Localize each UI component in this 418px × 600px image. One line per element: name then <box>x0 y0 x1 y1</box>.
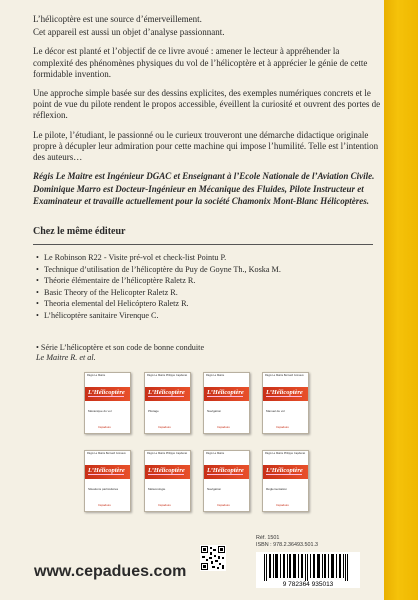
list-item: • Theoria elemental del Helicóptero Raletz R. <box>36 299 189 308</box>
list-item: • Technique d’utilisation de l’hélicoptère du Puy de Goyne Th., Koska M. <box>36 264 281 274</box>
other-titles-list <box>36 252 376 321</box>
blurb-p5: Le pilote, l’étudiant, le passionné ou le curieux trouveront une démarche didactique originale propre à décupler leur admiration pour cette machine qui impose l’humilité. Telle est l’intention des auteurs… <box>33 129 379 163</box>
series-note: • Série L’hélicoptère et son code de bonne conduite Le Maitre R. et al. <box>36 343 366 363</box>
author-bio-1: Régis Le Maitre est Ingénieur DGAC et Enseignant à l’Ecole Nationale de l’Aviation Civile. <box>33 171 375 182</box>
book-cover-thumbnail: Régis Le Maitre L’Hélicoptère Navigation Cépaduès <box>203 450 250 512</box>
reference-block <box>256 535 318 549</box>
list-item: • Basic Theory of the Helicopter Raletz R. <box>36 287 178 297</box>
blurb-p2: Cet appareil est aussi un objet d’analyse passionnant. <box>33 27 225 38</box>
barcode-icon <box>256 552 360 588</box>
list-item: • Théorie élémentaire de l’hélicoptère Raletz R. <box>36 276 196 285</box>
series-line-1: Série L’hélicoptère et son code de bonne conduite <box>40 343 205 352</box>
blurb-p1: L’hélicoptère est une source d’émerveillement. <box>33 14 202 24</box>
book-cover-thumbnail: Régis Le Maitre Philippe Capdenat L’Hélicoptère Météorologie Cépaduès <box>144 450 191 512</box>
reference-number: Réf. 1501 <box>256 535 280 541</box>
barcode-digits: 9 782364 935013 <box>282 581 334 588</box>
list-item: • Le Robinson R22 - Visite pré-vol et check-list Pointu P. <box>36 253 227 262</box>
book-cover-thumbnail: Régis Le Maitre Philippe Capdenat L’Hélicoptère Pilotage Cépaduès <box>144 372 191 434</box>
same-publisher-heading: Chez le même éditeur <box>33 226 126 237</box>
blurb <box>33 14 381 209</box>
blurb-p3: Le décor est planté et l’objectif de ce livre avoué : amener le lecteur à appréhender la complexité des phénomènes physiques du vol de l’hélicoptère et à apprécier le génie de cette formidable invention. <box>33 46 368 79</box>
isbn: ISBN : 978.2.36493.501.3 <box>256 542 319 548</box>
author-bio-2: Dominique Marro est Docteur-Ingénieur en Mécanique des Fluides, Pilote Instructeur et Examinateur et travaille actuellement pour la société Chamonix Mont-Blanc Hélicoptères. <box>33 184 369 206</box>
book-cover-thumbnail: Régis Le Maitre Philippe Capdenat L’Hélicoptère Réglementation Cépaduès <box>262 450 309 512</box>
publisher-url: www.cepadues.com <box>34 563 187 580</box>
book-cover-thumbnail: Régis Le Maitre Bernard Gronaux L’Hélicoptère Manuel de vol Cépaduès <box>262 372 309 434</box>
book-cover-thumbnail: Régis Le Maitre L’Hélicoptère Mécanique du vol Cépaduès <box>84 372 131 434</box>
qr-code-icon <box>200 545 226 571</box>
list-item: • L’hélicoptère sanitaire Virenque C. <box>36 310 159 320</box>
divider <box>33 244 373 245</box>
blurb-p4: Une approche simple basée sur des dessins explicites, des exemples numériques concrets et le point de vue du pilote rendent le propos accessible, éveillent la curiosité et ouvrent des portes de réflexion. <box>33 88 381 121</box>
series-line-2: Le Maitre R. et al. <box>36 353 96 362</box>
yellow-spine-stripe <box>384 0 418 600</box>
book-cover-thumbnail: Régis Le Maitre L’Hélicoptère Navigation Cépaduès <box>203 372 250 434</box>
book-cover-thumbnail: Régis Le Maitre Bernard Gronaux L’Hélicoptère Situations particulières Cépaduès <box>84 450 131 512</box>
